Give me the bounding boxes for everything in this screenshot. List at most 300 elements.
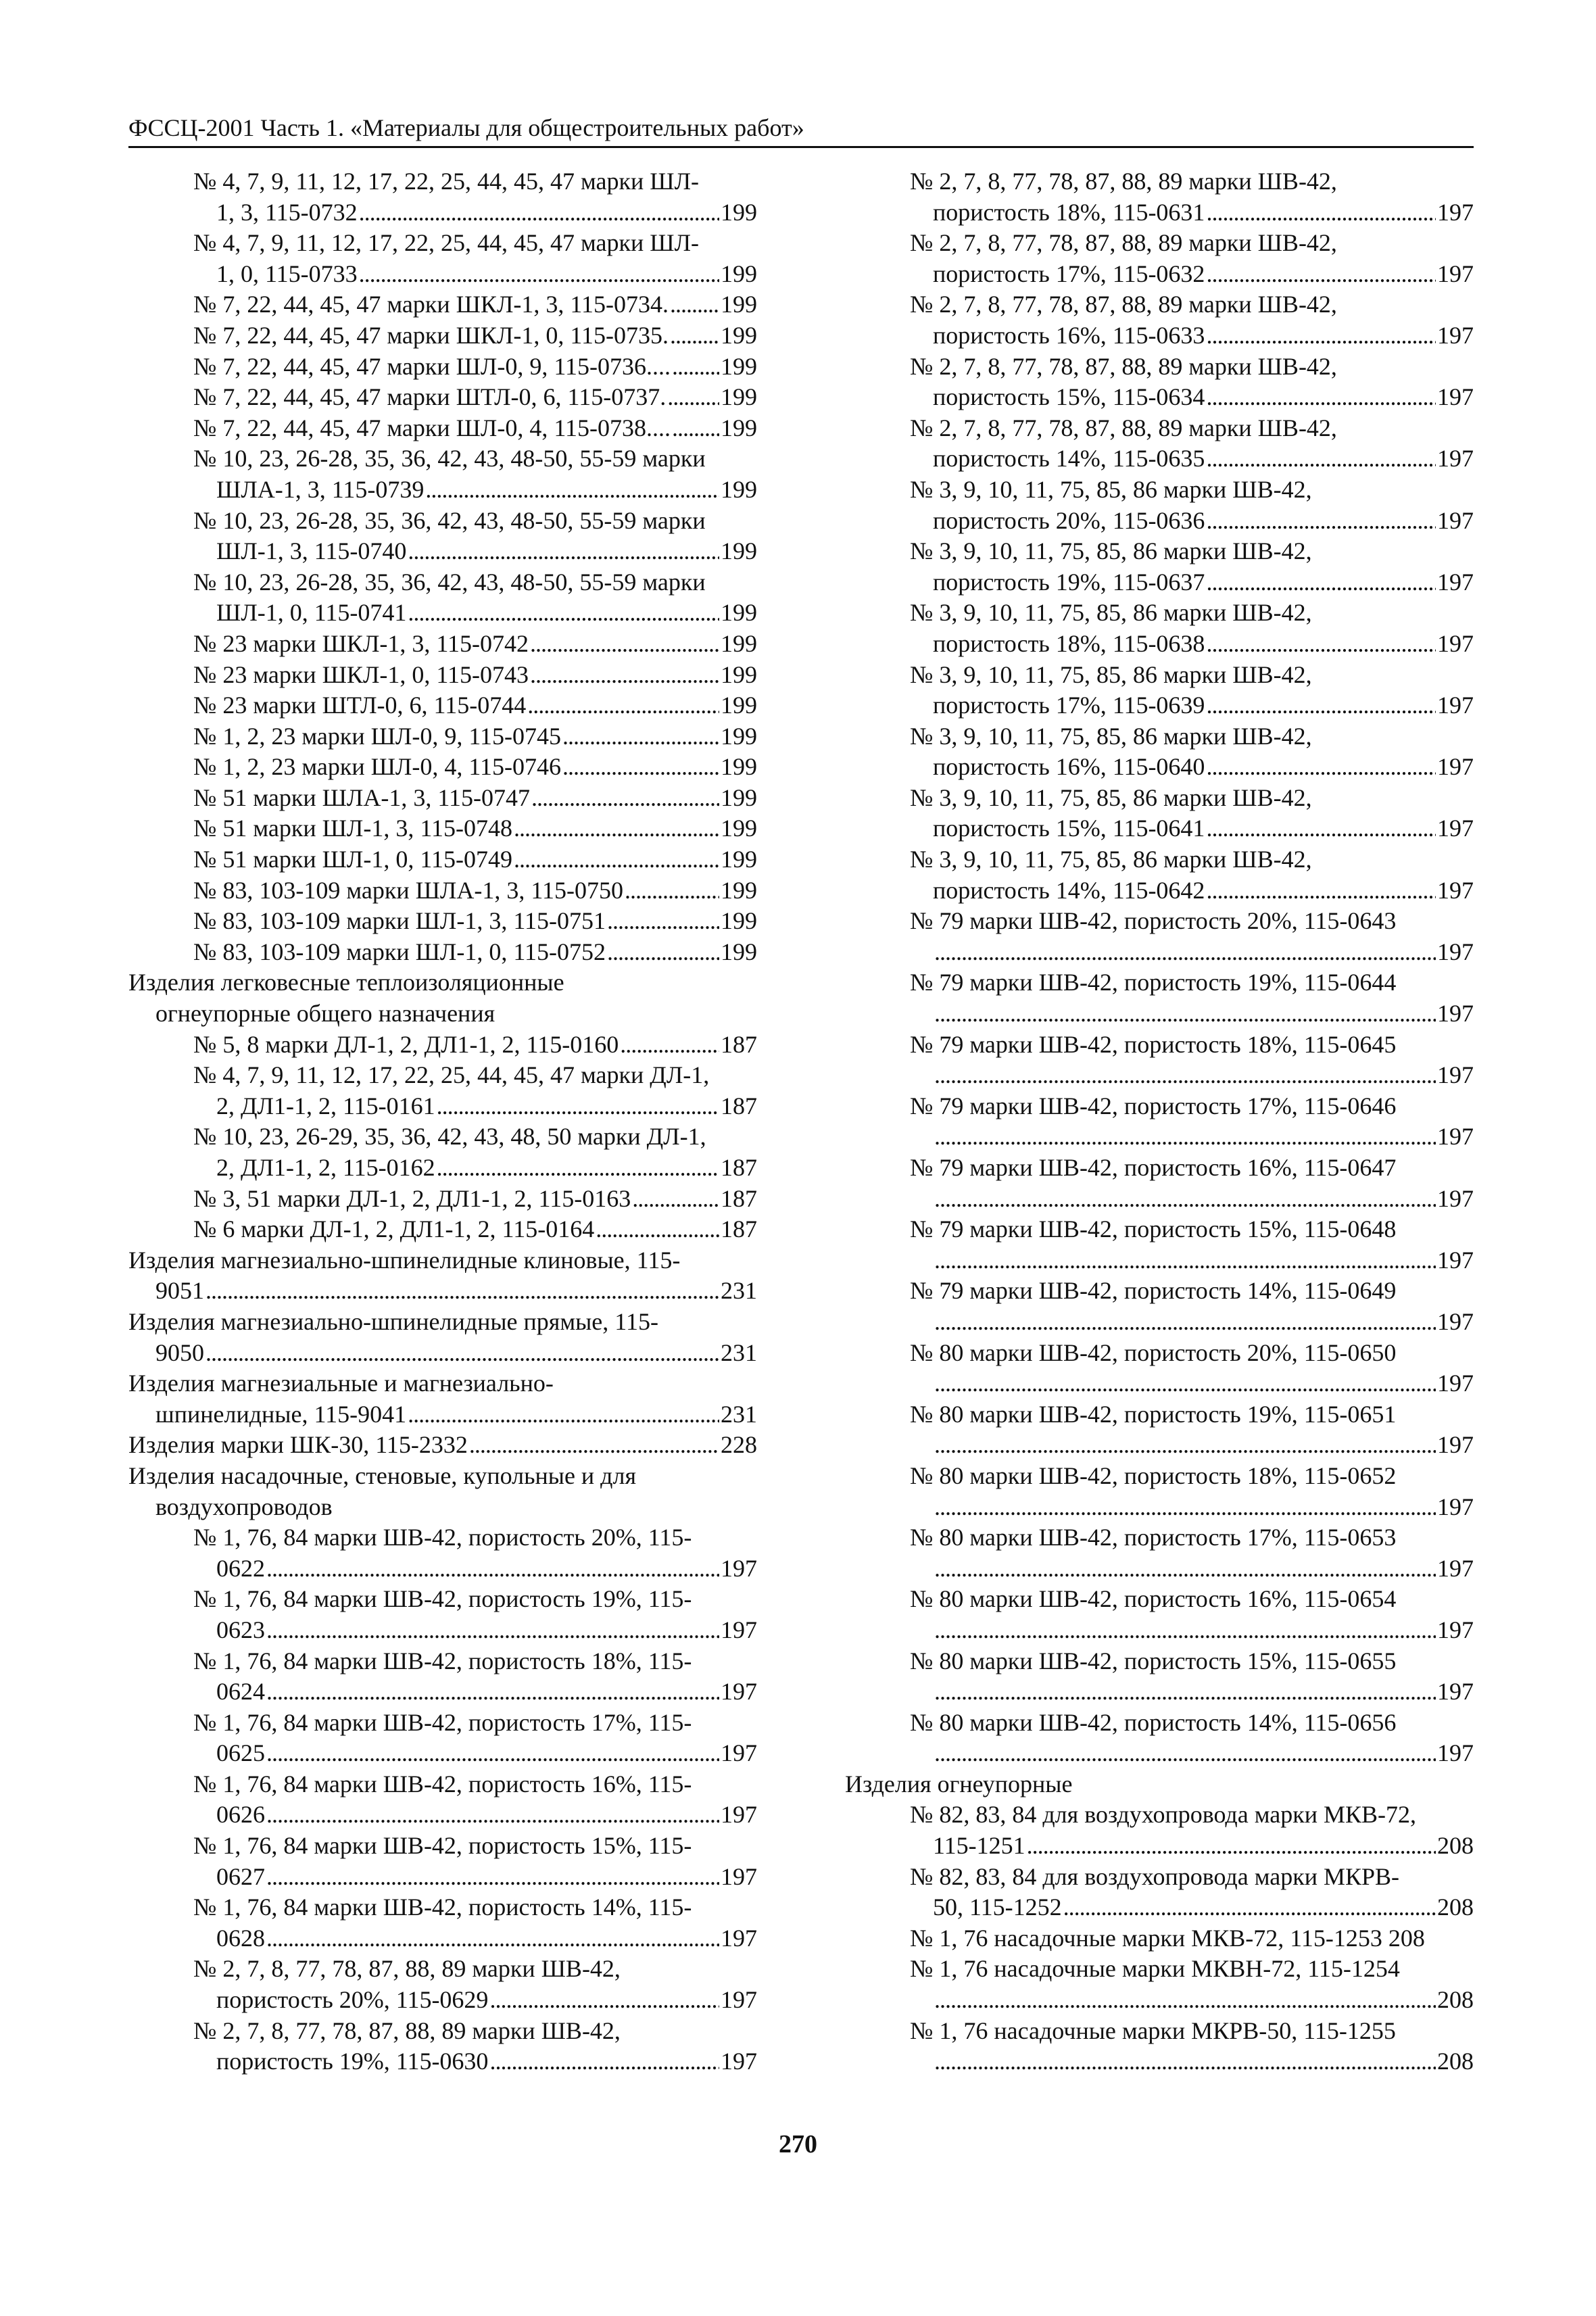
index-entry xyxy=(128,1584,757,1645)
index-entry xyxy=(128,1769,757,1831)
entry-line xyxy=(845,1060,1474,1091)
entry-line xyxy=(128,1368,757,1399)
entry-text: № 80 марки ШВ-42, пористость 20%, 115-0650 xyxy=(910,1338,1397,1366)
entry-text: № 6 марки ДЛ-1, 2, ДЛ1-1, 2, 115-0164 xyxy=(193,1215,595,1243)
entry-line xyxy=(845,1584,1474,1615)
index-entry xyxy=(128,690,757,721)
entry-line xyxy=(128,567,757,598)
entry-text: № 79 марки ШВ-42, пористость 14%, 115-0649 xyxy=(910,1277,1397,1305)
entry-line xyxy=(845,475,1474,506)
header-divider xyxy=(128,146,1474,148)
dot-leader xyxy=(1206,506,1436,537)
entry-line xyxy=(128,690,757,721)
index-entry xyxy=(128,413,757,444)
index-heading xyxy=(128,967,757,1029)
entry-text: № 79 марки ШВ-42, пористость 16%, 115-0647 xyxy=(910,1154,1397,1181)
entry-text: № 1, 2, 23 марки ШЛ-0, 4, 115-0746 xyxy=(193,753,561,781)
entry-page-ref: 199 xyxy=(721,537,757,565)
entry-line xyxy=(128,197,757,228)
dot-leader xyxy=(1063,1892,1436,1923)
entry-text: № 1, 76 насадочные марки МКРВ-50, 115-1255 xyxy=(910,2017,1396,2044)
entry-line xyxy=(845,1831,1474,1862)
entry-line xyxy=(128,536,757,567)
entry-text: № 80 марки ШВ-42, пористость 17%, 115-0653 xyxy=(910,1524,1397,1551)
index-entry xyxy=(845,721,1474,783)
entry-line xyxy=(845,259,1474,290)
entry-text: № 3, 9, 10, 11, 75, 85, 86 марки ШВ-42, xyxy=(910,722,1312,750)
entry-text: ШЛ-1, 3, 115-0740 xyxy=(216,537,407,565)
index-entry xyxy=(128,937,757,968)
entry-line xyxy=(128,1338,757,1369)
dot-leader xyxy=(934,1307,1436,1338)
entry-page-ref: 197 xyxy=(721,1554,757,1582)
entry-text: огнеупорные общего назначения xyxy=(155,1000,495,1028)
entry-line xyxy=(128,1615,757,1646)
entry-line xyxy=(845,1307,1474,1338)
dot-leader xyxy=(1206,320,1436,352)
entry-text: № 2, 7, 8, 77, 78, 87, 88, 89 марки ШВ-42, xyxy=(910,168,1337,195)
entry-text: № 10, 23, 26-28, 35, 36, 42, 43, 48-50, 55-59 марки xyxy=(193,568,706,596)
dot-leader xyxy=(437,1091,719,1122)
entry-line xyxy=(128,998,757,1030)
index-entry xyxy=(128,320,757,352)
entry-line xyxy=(128,598,757,629)
dot-leader xyxy=(1206,567,1436,598)
entry-line xyxy=(128,228,757,259)
dot-leader xyxy=(266,1553,719,1585)
entry-page-ref: 197 xyxy=(1437,1370,1474,1397)
entry-line xyxy=(128,1738,757,1769)
entry-text: № 83, 103-109 марки ШЛ-1, 0, 115-0752 xyxy=(193,938,606,965)
entry-text: № 2, 7, 8, 77, 78, 87, 88, 89 марки ШВ-42, xyxy=(910,352,1337,380)
entry-line xyxy=(845,660,1474,691)
entry-page-ref: 187 xyxy=(721,1215,757,1243)
entry-text: Изделия магнезиальные и магнезиально- xyxy=(128,1370,554,1397)
index-entry xyxy=(845,1338,1474,1399)
entry-text: № 82, 83, 84 для воздухопровода марки МКВ-72, xyxy=(910,1801,1417,1829)
index-entry xyxy=(128,443,757,505)
index-entry xyxy=(128,166,757,228)
entry-page-ref: 197 xyxy=(1437,1616,1474,1643)
dot-leader xyxy=(934,1245,1436,1276)
entry-line xyxy=(845,906,1474,937)
entry-page-ref: 197 xyxy=(1437,1000,1474,1028)
entry-text: пористость 18%, 115-0631 xyxy=(933,198,1205,226)
entry-text: 1, 0, 115-0733 xyxy=(216,260,358,287)
entry-text: № 3, 9, 10, 11, 75, 85, 86 марки ШВ-42, xyxy=(910,599,1312,627)
entry-line xyxy=(128,629,757,660)
index-entry xyxy=(128,629,757,660)
entry-page-ref: 197 xyxy=(1437,1184,1474,1212)
entry-page-ref: 187 xyxy=(721,1184,757,1212)
entry-text: 0624 xyxy=(216,1678,265,1706)
index-entry xyxy=(128,1245,757,1307)
index-entry xyxy=(845,906,1474,967)
entry-line xyxy=(128,1060,757,1091)
dot-leader xyxy=(266,1923,719,1954)
dot-leader xyxy=(266,1615,719,1646)
entry-page-ref: 199 xyxy=(721,783,757,811)
entry-line xyxy=(128,166,757,197)
entry-line xyxy=(845,1153,1474,1184)
dot-leader xyxy=(469,1430,719,1461)
page-number: 270 xyxy=(779,2130,817,2158)
entry-line xyxy=(128,475,757,506)
entry-line xyxy=(845,1492,1474,1523)
dot-leader xyxy=(514,844,719,875)
entry-line xyxy=(128,1307,757,1338)
index-entry xyxy=(845,598,1474,659)
dot-leader xyxy=(1206,197,1436,228)
entry-text: № 3, 51 марки ДЛ-1, 2, ДЛ1-1, 2, 115-0163 xyxy=(193,1184,631,1212)
index-entry xyxy=(128,1060,757,1121)
entry-page-ref: 199 xyxy=(721,660,757,688)
entry-text: № 51 марки ШЛА-1, 3, 115-0747 xyxy=(193,783,530,811)
entry-page-ref: 197 xyxy=(1437,753,1474,781)
entry-text: № 3, 9, 10, 11, 75, 85, 86 марки ШВ-42, xyxy=(910,537,1312,565)
entry-line xyxy=(128,1121,757,1153)
dot-leader xyxy=(632,1184,719,1215)
entry-text: ШЛА-1, 3, 115-0739 xyxy=(216,475,425,503)
entry-page-ref: 208 xyxy=(1437,1986,1474,2014)
entry-page-ref: 199 xyxy=(721,475,757,503)
entry-text: 0627 xyxy=(216,1862,265,1890)
dot-leader xyxy=(934,1184,1436,1215)
index-heading xyxy=(845,1769,1474,1800)
entry-text: пористость 19%, 115-0630 xyxy=(216,2048,489,2075)
entry-text: № 7, 22, 44, 45, 47 марки ШЛ-0, 9, 115-0736.... xyxy=(193,352,671,380)
entry-line xyxy=(128,875,757,907)
entry-line xyxy=(845,2016,1474,2047)
index-entry xyxy=(845,475,1474,536)
entry-page-ref: 199 xyxy=(721,383,757,411)
dot-leader xyxy=(934,1060,1436,1091)
entry-line xyxy=(845,1030,1474,1061)
index-entry xyxy=(128,1368,757,1430)
index-entry xyxy=(128,506,757,567)
entry-text: Изделия магнезиально-шпинелидные клиновые, 115- xyxy=(128,1246,681,1274)
index-entry xyxy=(845,166,1474,228)
entry-text: № 83, 103-109 марки ШЛ-1, 3, 115-0751 xyxy=(193,907,606,935)
entry-text: № 80 марки ШВ-42, пористость 16%, 115-0654 xyxy=(910,1585,1397,1613)
entry-page-ref: 187 xyxy=(721,1154,757,1181)
entry-line xyxy=(845,567,1474,598)
index-entry xyxy=(128,1121,757,1183)
entry-text: № 79 марки ШВ-42, пористость 15%, 115-0648 xyxy=(910,1215,1397,1243)
entry-text: 50, 115-1252 xyxy=(933,1893,1062,1921)
entry-line xyxy=(128,1954,757,1985)
entry-line xyxy=(845,1522,1474,1553)
entry-line xyxy=(128,1492,757,1523)
entry-text: № 51 марки ШЛ-1, 0, 115-0749 xyxy=(193,846,512,873)
index-entry xyxy=(845,1461,1474,1522)
entry-text: № 2, 7, 8, 77, 78, 87, 88, 89 марки ШВ-42, xyxy=(910,291,1337,318)
entry-line xyxy=(845,998,1474,1030)
entry-page-ref: 199 xyxy=(721,291,757,318)
entry-line xyxy=(845,320,1474,352)
entry-text: пористость 17%, 115-0639 xyxy=(933,692,1205,719)
entry-line xyxy=(128,1430,757,1461)
entry-line xyxy=(128,1553,757,1585)
entry-line xyxy=(845,413,1474,444)
index-heading xyxy=(128,1461,757,1522)
dot-leader xyxy=(205,1338,719,1369)
entry-line xyxy=(128,1461,757,1492)
entry-line xyxy=(128,1153,757,1184)
entry-text: № 79 марки ШВ-42, пористость 20%, 115-0643 xyxy=(910,907,1397,935)
index-entry xyxy=(128,289,757,320)
entry-page-ref: 197 xyxy=(1437,1493,1474,1520)
entry-line xyxy=(128,1522,757,1553)
entry-text: Изделия легковесные теплоизоляционные xyxy=(128,969,564,996)
entry-line xyxy=(845,813,1474,844)
entry-line xyxy=(845,1461,1474,1492)
dot-leader xyxy=(530,660,719,691)
entry-page-ref: 197 xyxy=(1437,1739,1474,1767)
entry-page-ref: 197 xyxy=(721,1616,757,1643)
entry-page-ref: 231 xyxy=(721,1400,757,1428)
entry-page-ref: 197 xyxy=(1437,692,1474,719)
entry-page-ref: 199 xyxy=(721,692,757,719)
dot-leader xyxy=(934,1738,1436,1769)
dot-leader xyxy=(607,906,719,937)
entry-text: шпинелидные, 115-9041 xyxy=(155,1400,407,1428)
entry-line xyxy=(128,844,757,875)
entry-text: № 80 марки ШВ-42, пористость 18%, 115-0652 xyxy=(910,1462,1397,1489)
index-entry xyxy=(845,1522,1474,1584)
entry-line xyxy=(845,1954,1474,1985)
entry-page-ref: 197 xyxy=(1437,198,1474,226)
page-spacer xyxy=(1382,1923,1388,1954)
index-entry xyxy=(845,1276,1474,1337)
dot-leader xyxy=(1206,443,1436,475)
index-entry xyxy=(845,1708,1474,1769)
entry-line xyxy=(128,1030,757,1061)
entry-page-ref: 231 xyxy=(721,1277,757,1305)
entry-page-ref: 197 xyxy=(1437,629,1474,657)
dot-leader xyxy=(934,2046,1436,2077)
entry-line xyxy=(128,1892,757,1923)
entry-line xyxy=(845,1430,1474,1461)
entry-line xyxy=(128,289,757,320)
entry-line xyxy=(845,197,1474,228)
dot-leader xyxy=(934,1553,1436,1585)
dot-leader xyxy=(1206,875,1436,907)
entry-line xyxy=(128,1923,757,1954)
entry-text: № 83, 103-109 марки ШЛА-1, 3, 115-0750 xyxy=(193,876,623,904)
entry-text: пористость 15%, 115-0641 xyxy=(933,815,1205,842)
entry-line xyxy=(128,721,757,752)
index-column-right xyxy=(845,166,1474,2077)
entry-text: 9051 xyxy=(155,1277,204,1305)
dot-leader xyxy=(620,1030,719,1061)
dot-leader xyxy=(670,320,719,352)
entry-line xyxy=(128,1769,757,1800)
index-entry xyxy=(845,2016,1474,2077)
dot-leader xyxy=(437,1153,719,1184)
index-entry xyxy=(128,567,757,629)
entry-line xyxy=(845,1985,1474,2016)
index-entry xyxy=(128,2016,757,2077)
dot-leader xyxy=(489,1985,719,2016)
entry-line xyxy=(845,1553,1474,1585)
index-entry xyxy=(845,1862,1474,1923)
entry-line xyxy=(128,783,757,814)
dot-leader xyxy=(667,382,719,413)
dot-leader xyxy=(1206,813,1436,844)
entry-line xyxy=(128,1831,757,1862)
entry-text: № 3, 9, 10, 11, 75, 85, 86 марки ШВ-42, xyxy=(910,660,1312,688)
entry-page-ref: 187 xyxy=(721,1092,757,1119)
entry-line xyxy=(845,352,1474,383)
entry-text: № 1, 76 насадочные марки МКВ-72, 115-1253 xyxy=(910,1924,1382,1952)
index-entry xyxy=(128,660,757,691)
dot-leader xyxy=(359,259,719,290)
index-entry xyxy=(845,1091,1474,1153)
entry-line xyxy=(845,1399,1474,1430)
entry-text: № 79 марки ШВ-42, пористость 18%, 115-0645 xyxy=(910,1030,1397,1058)
dot-leader xyxy=(514,813,719,844)
entry-text: № 10, 23, 26-28, 35, 36, 42, 43, 48-50, 55-59 марки xyxy=(193,506,706,534)
entry-page-ref: 197 xyxy=(721,1678,757,1706)
entry-line xyxy=(128,967,757,998)
entry-page-ref: 197 xyxy=(1437,260,1474,287)
entry-page-ref: 197 xyxy=(1437,1246,1474,1274)
entry-line xyxy=(128,1646,757,1677)
index-entry xyxy=(845,660,1474,721)
entry-line xyxy=(128,1676,757,1708)
dot-leader xyxy=(1206,259,1436,290)
entry-text: пористость 19%, 115-0637 xyxy=(933,568,1205,596)
index-entry xyxy=(128,1954,757,2015)
index-entry xyxy=(845,352,1474,413)
entry-line xyxy=(128,2046,757,2077)
entry-text: № 7, 22, 44, 45, 47 марки ШКЛ-1, 3, 115-0734. xyxy=(193,291,669,318)
entry-text: № 1, 76 насадочные марки МКВН-72, 115-1254 xyxy=(910,1955,1400,1983)
dot-leader xyxy=(489,2046,719,2077)
dot-leader xyxy=(1027,1831,1436,1862)
index-entry xyxy=(845,967,1474,1029)
entry-text: № 5, 8 марки ДЛ-1, 2, ДЛ1-1, 2, 115-0160 xyxy=(193,1030,619,1058)
entry-text: № 79 марки ШВ-42, пористость 19%, 115-0644 xyxy=(910,969,1397,996)
entry-text: пористость 15%, 115-0634 xyxy=(933,383,1205,411)
index-entry xyxy=(128,1522,757,1584)
entry-line xyxy=(128,1985,757,2016)
entry-line xyxy=(845,875,1474,907)
index-entry xyxy=(845,844,1474,906)
entry-text: Изделия огнеупорные xyxy=(845,1770,1073,1798)
dot-leader xyxy=(527,690,719,721)
entry-line xyxy=(128,1276,757,1307)
entry-page-ref: 197 xyxy=(1437,1431,1474,1459)
entry-page-ref: 228 xyxy=(721,1431,757,1459)
entry-line xyxy=(845,1862,1474,1893)
entry-line xyxy=(845,1368,1474,1399)
running-header: ФССЦ-2001 Часть 1. «Материалы для общестроительных работ» xyxy=(128,114,804,141)
dot-leader xyxy=(408,536,719,567)
entry-line xyxy=(128,1708,757,1739)
dot-leader xyxy=(934,937,1436,968)
entry-text: пористость 16%, 115-0633 xyxy=(933,321,1205,349)
entry-line xyxy=(845,536,1474,567)
entry-page-ref: 197 xyxy=(721,1986,757,2014)
entry-line xyxy=(128,660,757,691)
entry-line xyxy=(845,1892,1474,1923)
dot-leader xyxy=(359,197,719,228)
entry-page-ref: 197 xyxy=(721,1924,757,1952)
entry-page-ref: 199 xyxy=(721,753,757,781)
index-entry xyxy=(128,1831,757,1892)
entry-text: 0626 xyxy=(216,1801,265,1829)
entry-page-ref: 199 xyxy=(721,260,757,287)
dot-leader xyxy=(934,1430,1436,1461)
entry-page-ref: 197 xyxy=(721,1801,757,1829)
entry-text: № 1, 76, 84 марки ШВ-42, пористость 19%, 115- xyxy=(193,1585,692,1613)
entry-line xyxy=(845,844,1474,875)
index-entry xyxy=(128,1708,757,1769)
entry-line xyxy=(128,1399,757,1430)
entry-text: № 2, 7, 8, 77, 78, 87, 88, 89 марки ШВ-42, xyxy=(193,2017,621,2044)
entry-line xyxy=(128,1091,757,1122)
index-entry xyxy=(845,1800,1474,1861)
dot-leader xyxy=(562,752,719,783)
entry-line xyxy=(128,937,757,968)
dot-leader xyxy=(530,629,719,660)
entry-line xyxy=(845,1646,1474,1677)
dot-leader xyxy=(607,937,719,968)
index-entry xyxy=(845,1030,1474,1091)
entry-text: 1, 3, 115-0732 xyxy=(216,198,358,226)
index-entry xyxy=(845,783,1474,844)
entry-text: пористость 20%, 115-0629 xyxy=(216,1986,489,2014)
entry-text: № 23 марки ШТЛ-0, 6, 115-0744 xyxy=(193,692,527,719)
index-entry xyxy=(845,1399,1474,1461)
entry-page-ref: 199 xyxy=(721,321,757,349)
entry-text: 0623 xyxy=(216,1616,265,1643)
entry-page-ref: 197 xyxy=(1437,445,1474,473)
entry-page-ref: 197 xyxy=(1437,1678,1474,1706)
entry-text: 0628 xyxy=(216,1924,265,1952)
entry-page-ref: 197 xyxy=(1437,321,1474,349)
entry-text: № 1, 76, 84 марки ШВ-42, пористость 14%, 115- xyxy=(193,1893,692,1921)
entry-text: 2, ДЛ1-1, 2, 115-0161 xyxy=(216,1092,435,1119)
entry-line xyxy=(128,813,757,844)
entry-page-ref: 197 xyxy=(1437,1307,1474,1335)
entry-text: № 3, 9, 10, 11, 75, 85, 86 марки ШВ-42, xyxy=(910,475,1312,503)
entry-line xyxy=(128,382,757,413)
entry-text: № 82, 83, 84 для воздухопровода марки МКРВ- xyxy=(910,1862,1400,1890)
entry-page-ref: 197 xyxy=(1437,876,1474,904)
entry-line xyxy=(845,1245,1474,1276)
dot-leader xyxy=(672,352,719,383)
index-entry xyxy=(128,382,757,413)
dot-leader xyxy=(625,875,719,907)
entry-text: № 2, 7, 8, 77, 78, 87, 88, 89 марки ШВ-42, xyxy=(193,1955,621,1983)
entry-line xyxy=(128,413,757,444)
entry-text: воздухопроводов xyxy=(155,1493,333,1520)
entry-page-ref: 199 xyxy=(721,846,757,873)
dot-leader xyxy=(934,1985,1436,2016)
index-entry xyxy=(128,1214,757,1245)
entry-text: 0625 xyxy=(216,1739,265,1767)
index-entry xyxy=(845,413,1474,475)
index-entry xyxy=(128,352,757,383)
entry-text: № 51 марки ШЛ-1, 3, 115-0748 xyxy=(193,815,512,842)
entry-page-ref: 187 xyxy=(721,1030,757,1058)
entry-line xyxy=(845,1615,1474,1646)
entry-text: № 23 марки ШКЛ-1, 3, 115-0742 xyxy=(193,629,529,657)
dot-leader xyxy=(1206,629,1436,660)
